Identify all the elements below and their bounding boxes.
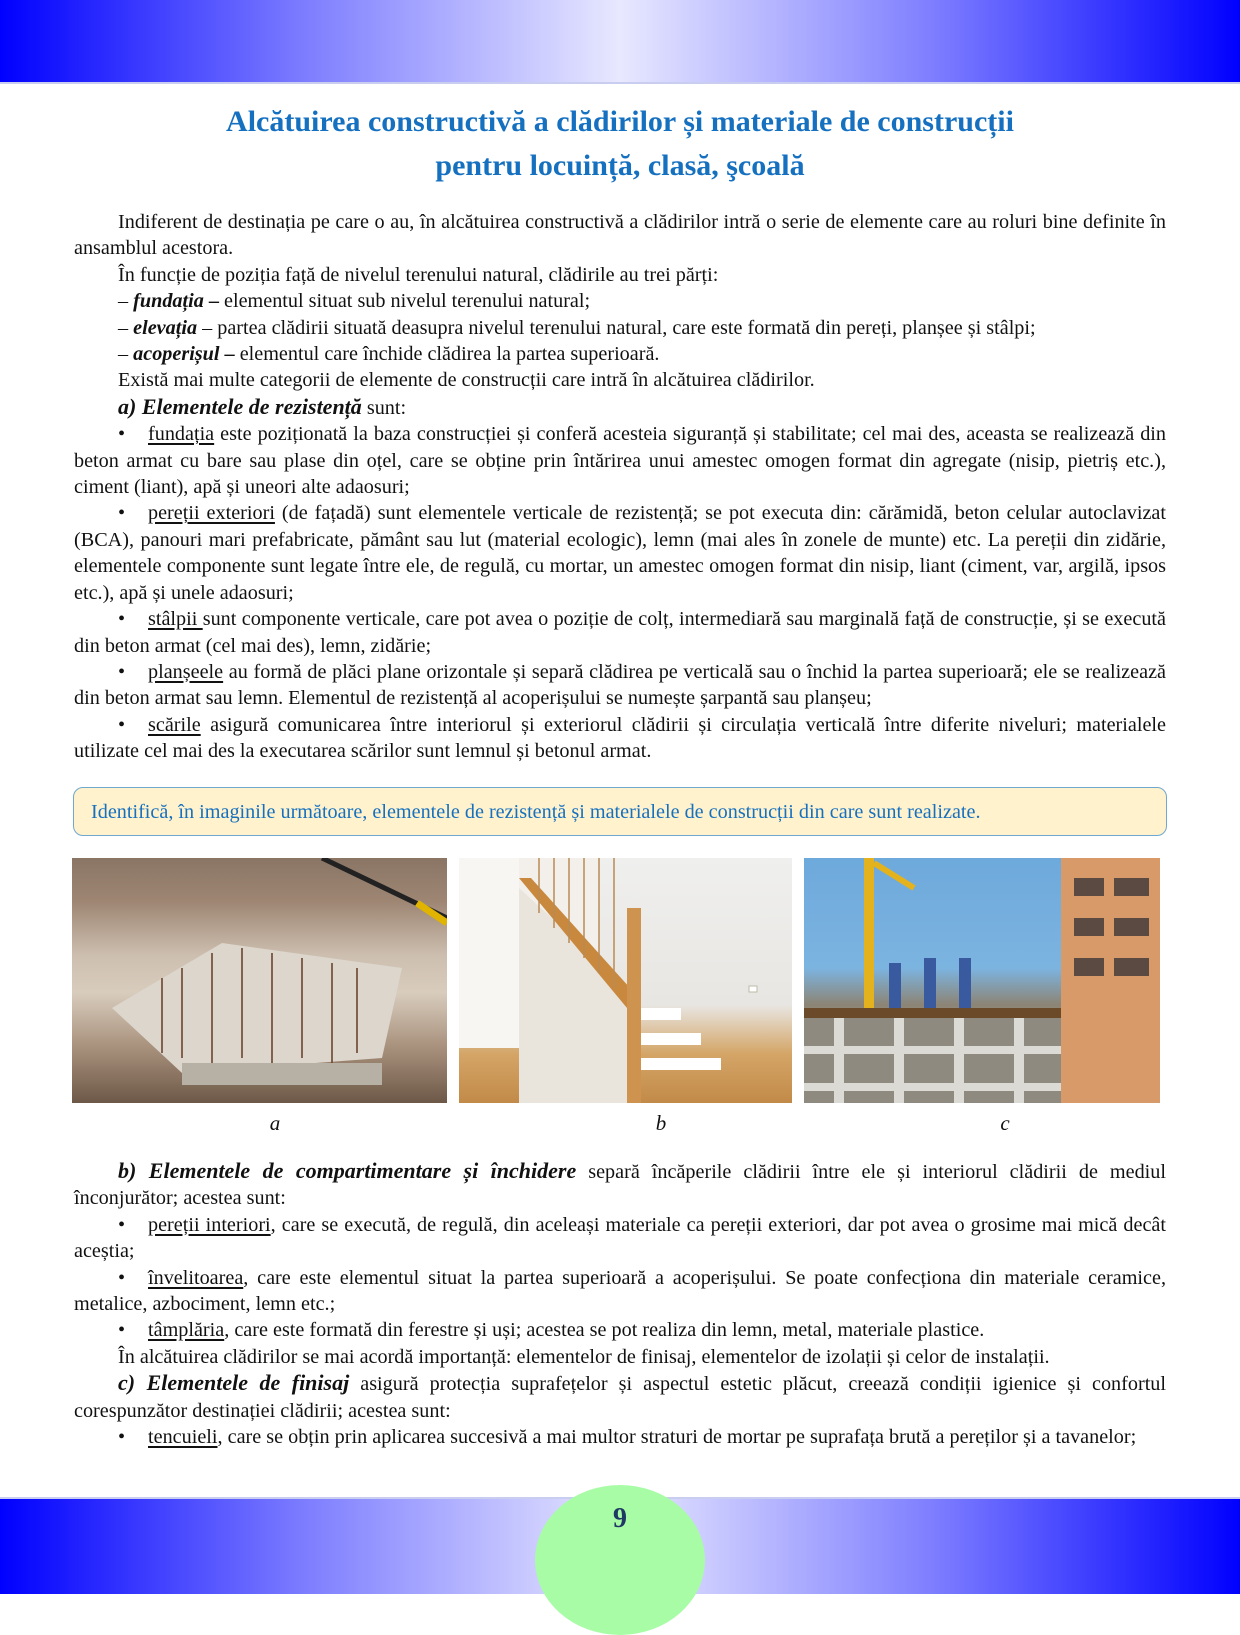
page-title-line-2: pentru locuință, clasă, şcoală <box>435 149 805 182</box>
intro-categories: Există mai multe categorii de elemente de construcții care intră în alcătuirea clădirilor. <box>118 369 815 392</box>
bullet-icon: • <box>118 1266 126 1289</box>
staircase-illustration <box>459 858 792 1103</box>
building-illustration <box>804 858 1160 1103</box>
list-item: • scările asigură comunicarea între interiorul și exteriorul clădirii și circulația verticală între diferite niveluri; materialele utilizate cel mai des la executarea scărilor sunt lemnul și betonul armat. <box>74 713 1166 763</box>
list-item: • stâlpii sunt componente verticale, care pot avea o poziție de colț, intermediară sau marginală față de construcție, și se execută din beton armat (cel mai des), lemn, zidărie; <box>74 608 1166 657</box>
part-item: – elevația – partea clădirii situată deasupra nivelul terenului natural, care este formată din pereți, planșee și stâlpi; <box>118 316 1036 339</box>
header-gradient-band <box>0 0 1240 84</box>
bullet-icon: • <box>118 660 126 683</box>
list-item: • învelitoarea, care este elementul situat la partea superioară a acoperișului. Se poate confecționa din materiale ceramice, metalice, azbociment, lemn etc.; <box>74 1266 1166 1316</box>
body-text-bottom <box>74 1158 1166 1450</box>
bullet-icon: • <box>118 713 126 736</box>
part-item: – acoperișul – elementul care închide clădirea la partea superioară. <box>118 343 660 366</box>
bullet-icon: • <box>118 1426 126 1449</box>
bullet-icon: • <box>118 1319 126 1342</box>
body-text-top <box>74 209 1166 765</box>
figure-c-caption: c <box>1000 1111 1010 1135</box>
page-title-line-1: Alcătuirea constructivă a clădirilor și materiale de construcții <box>226 105 1014 138</box>
figure-a-caption: a <box>269 1111 281 1135</box>
list-item: • planșeele au formă de plăci plane orizontale și separă clădirea pe verticală sau o închid la partea superioară; ele se realizează din beton armat sau lemn. Elementul de rezistență al acoperișului se numește șarpantă sau planșeu; <box>74 660 1166 710</box>
bullet-icon: • <box>118 423 126 446</box>
intro-paragraph: Indiferent de destinația pe care o au, în alcătuirea constructivă a clădirilor intră o serie de elemente care au roluri bine definite în ansamblul acestora. <box>74 211 1166 260</box>
intro-parts-lead: În funcție de poziția față de nivelul terenului natural, clădirile au trei părți: <box>118 263 719 286</box>
page-title <box>0 100 1240 188</box>
figure-b-caption: b <box>655 1111 667 1135</box>
list-item: • tencuieli, care se obțin prin aplicarea succesivă a mai multor straturi de mortar pe suprafața brută a pereților și a tavanelor; <box>74 1424 1166 1450</box>
figure-b-staircase-photo <box>459 858 792 1103</box>
list-item: • pereții interiori, care se execută, de regulă, din aceleași materiale ca pereții exteriori, dar pot avea o grosime mai mică decât aceștia; <box>74 1213 1166 1263</box>
figure-c-building-construction-photo <box>804 858 1160 1103</box>
exercise-callout: Identifică, în imaginile următoare, elementele de rezistență și materialele de construcții din care sunt realizate. <box>73 787 1167 836</box>
section-c-heading: c) Elementele de finisaj asigură protecția suprafețelor și aspectul estetic plăcut, creează condiții igienice și confortul corespunzător destinației clădirii; acestea sunt: <box>74 1370 1167 1422</box>
list-item: • fundația este poziționată la baza construcției și conferă acesteia siguranță și stabilitate; cel mai des, aceasta se realizează din beton armat cu bare sau plase din oțel, care se obține prin întărirea unui amestec omogen format din agregate (nisip, pietriș etc.), ciment (liant), apă și uneori alte adaosuri; <box>74 423 1166 499</box>
section-b-note: În alcătuirea clădirilor se mai acordă importanță: elementelor de finisaj, elementelor de izolații și celor de instalații. <box>118 1345 1050 1368</box>
foundation-illustration <box>72 858 447 1103</box>
list-item: • tâmplăria, care este formată din ferestre și uși; acestea se pot realiza din lemn, metal, materiale plastice. <box>74 1317 1166 1343</box>
figure-a-foundation-photo <box>72 858 447 1103</box>
page-number: 9 <box>613 1503 627 1534</box>
bullet-icon: • <box>118 502 126 525</box>
bullet-icon: • <box>118 1213 126 1236</box>
section-b-heading: b) Elementele de compartimentare și închidere separă încăperile clădirii între ele și interiorul clădirii de mediul înconjurător; acestea sunt: <box>74 1158 1166 1210</box>
list-item: • pereții exteriori (de fațadă) sunt elementele verticale de rezistență; se pot executa din: cărămidă, beton celular autoclavizat (BCA), panouri mari prefabricate, pământ sau lut (material ecologic), lemn (mai ales în zonele de munte) etc. La pereții din zidărie, elementele componente sunt legate între ele, de regulă, cu mortar, un amestec omogen format din nisip, liant (ciment, var, argilă, ipsos etc.), apă și unele adaosuri; <box>74 502 1166 604</box>
bullet-icon: • <box>118 608 126 631</box>
part-item: – fundația – elementul situat sub nivelul terenului natural; <box>118 290 591 313</box>
section-a-heading: a) Elementele de rezistență sunt: <box>118 393 407 419</box>
